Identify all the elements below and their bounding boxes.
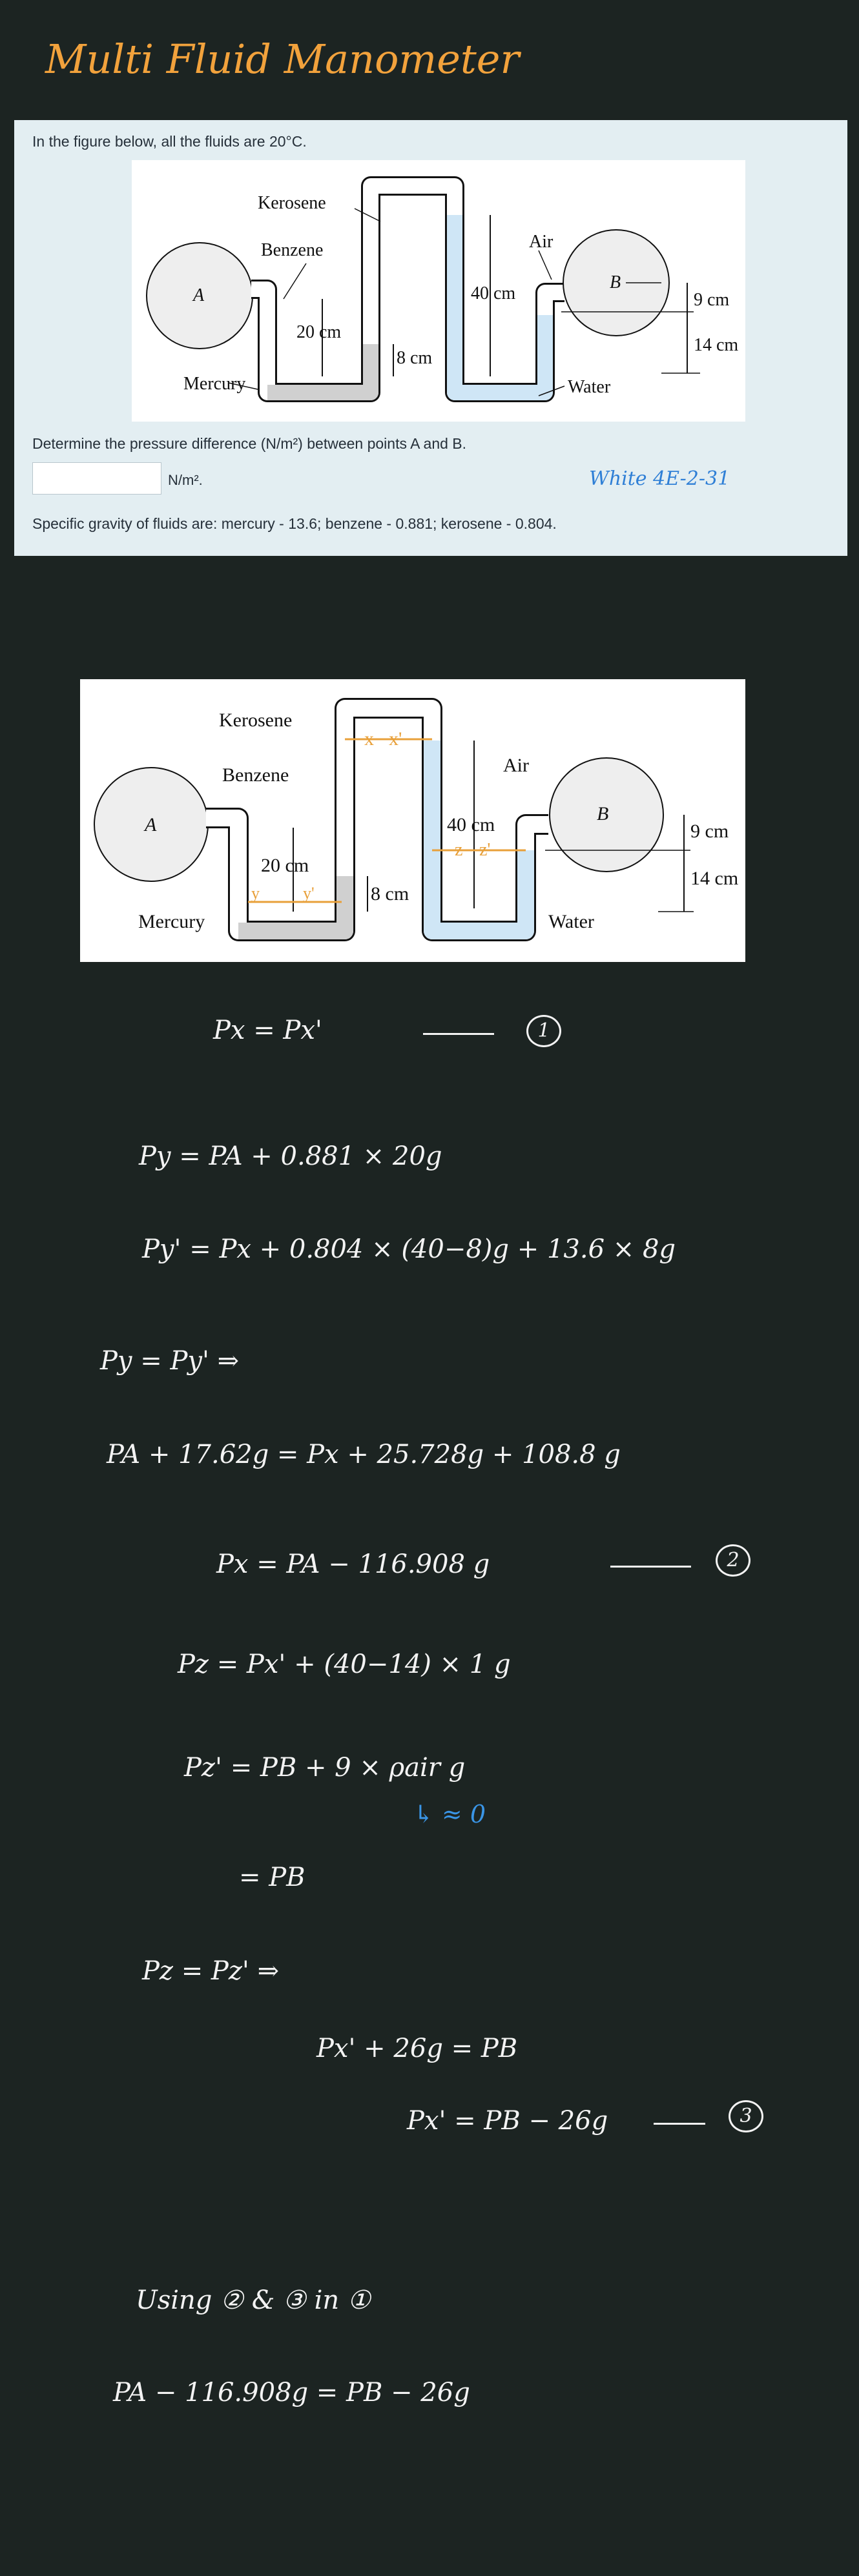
problem-card <box>14 120 847 556</box>
eq-6-dash <box>610 1566 691 1568</box>
fig-dim-40: 40 cm <box>471 283 516 303</box>
fig2-label-benzene: Benzene <box>222 764 289 786</box>
eq-6: Px = PA − 116.908 g <box>216 1549 490 1579</box>
eq-12-dash <box>654 2123 705 2125</box>
eq-1-number: 1 <box>526 1015 561 1047</box>
answer-unit: N/m². <box>168 472 203 488</box>
fig-label-kerosene: Kerosene <box>258 193 326 213</box>
fig-label-point-a: A <box>193 285 205 305</box>
eq-13: Using ② & ③ in ① <box>136 2285 371 2315</box>
eq-8: Pz' = PB + 9 × ρair g <box>184 1753 466 1783</box>
fig-dim-8: 8 cm <box>397 348 433 368</box>
eq-4: Py = Py' ⇒ <box>100 1346 240 1376</box>
fig-label-point-b: B <box>610 272 621 292</box>
eq-10: Pz = Pz' ⇒ <box>142 1956 280 1986</box>
mark-z-prime: z' <box>479 840 491 860</box>
fig2-dim-20: 20 cm <box>261 855 309 876</box>
fig2-label-air: Air <box>503 755 529 776</box>
fig-label-benzene: Benzene <box>261 240 324 260</box>
mark-x-prime: x' <box>389 728 402 750</box>
fig2-dim-14: 14 cm <box>690 868 739 889</box>
fig2-dim-40: 40 cm <box>447 814 495 835</box>
eq-6-number: 2 <box>716 1544 750 1577</box>
eq-5: PA + 17.62g = Px + 25.728g + 108.8 g <box>107 1440 621 1469</box>
answer-input[interactable] <box>32 462 161 495</box>
eq-7: Pz = Px' + (40−14) × 1 g <box>178 1650 511 1679</box>
fig2-label-kerosene: Kerosene <box>219 710 293 731</box>
fig2-label-point-a: A <box>145 814 157 835</box>
fig2-label-mercury: Mercury <box>138 911 205 932</box>
fig-dim-20: 20 cm <box>296 322 342 342</box>
eq-12: Px' = PB − 26g <box>407 2106 608 2136</box>
fig-label-water: Water <box>568 377 611 397</box>
fig2-dim-8: 8 cm <box>371 883 409 905</box>
fig-label-mercury: Mercury <box>183 374 246 394</box>
eq-1-dash <box>423 1033 494 1035</box>
fig-dim-14: 14 cm <box>694 335 739 355</box>
mark-y-prime: y' <box>303 884 315 903</box>
mark-x: x <box>364 728 374 750</box>
problem-intro: In the figure below, all the fluids are 20°C. <box>32 133 307 150</box>
page-title: Multi Fluid Manometer <box>45 36 520 83</box>
problem-question: Determine the pressure difference (N/m²) between points A and B. <box>32 435 467 452</box>
eq-14: PA − 116.908g = PB − 26g <box>113 2378 470 2407</box>
gravity-note: Specific gravity of fluids are: mercury - 13.6; benzene - 0.881; kerosene - 0.804. <box>32 515 557 532</box>
fig2-label-point-b: B <box>597 803 609 824</box>
eq-2: Py = PA + 0.881 × 20g <box>139 1141 442 1171</box>
eq-9: = PB <box>239 1863 305 1892</box>
annotated-manometer-figure <box>80 679 745 962</box>
fig2-dim-9: 9 cm <box>690 821 729 842</box>
fig-dim-9: 9 cm <box>694 290 730 310</box>
eq-12-number: 3 <box>729 2100 763 2132</box>
eq-11: Px' + 26g = PB <box>316 2034 518 2063</box>
eq-8-note: ↳ ≈ 0 <box>413 1800 486 1828</box>
eq-1: Px = Px' <box>213 1016 322 1045</box>
eq-3: Py' = Px + 0.804 × (40−8)g + 13.6 × 8g <box>142 1234 676 1264</box>
manometer-figure <box>132 160 745 422</box>
reference-note: White 4E-2-31 <box>589 467 730 490</box>
mark-z: z <box>455 840 463 860</box>
fig-label-air: Air <box>529 232 554 252</box>
mark-y: y <box>251 884 260 903</box>
fig2-label-water: Water <box>548 911 594 932</box>
